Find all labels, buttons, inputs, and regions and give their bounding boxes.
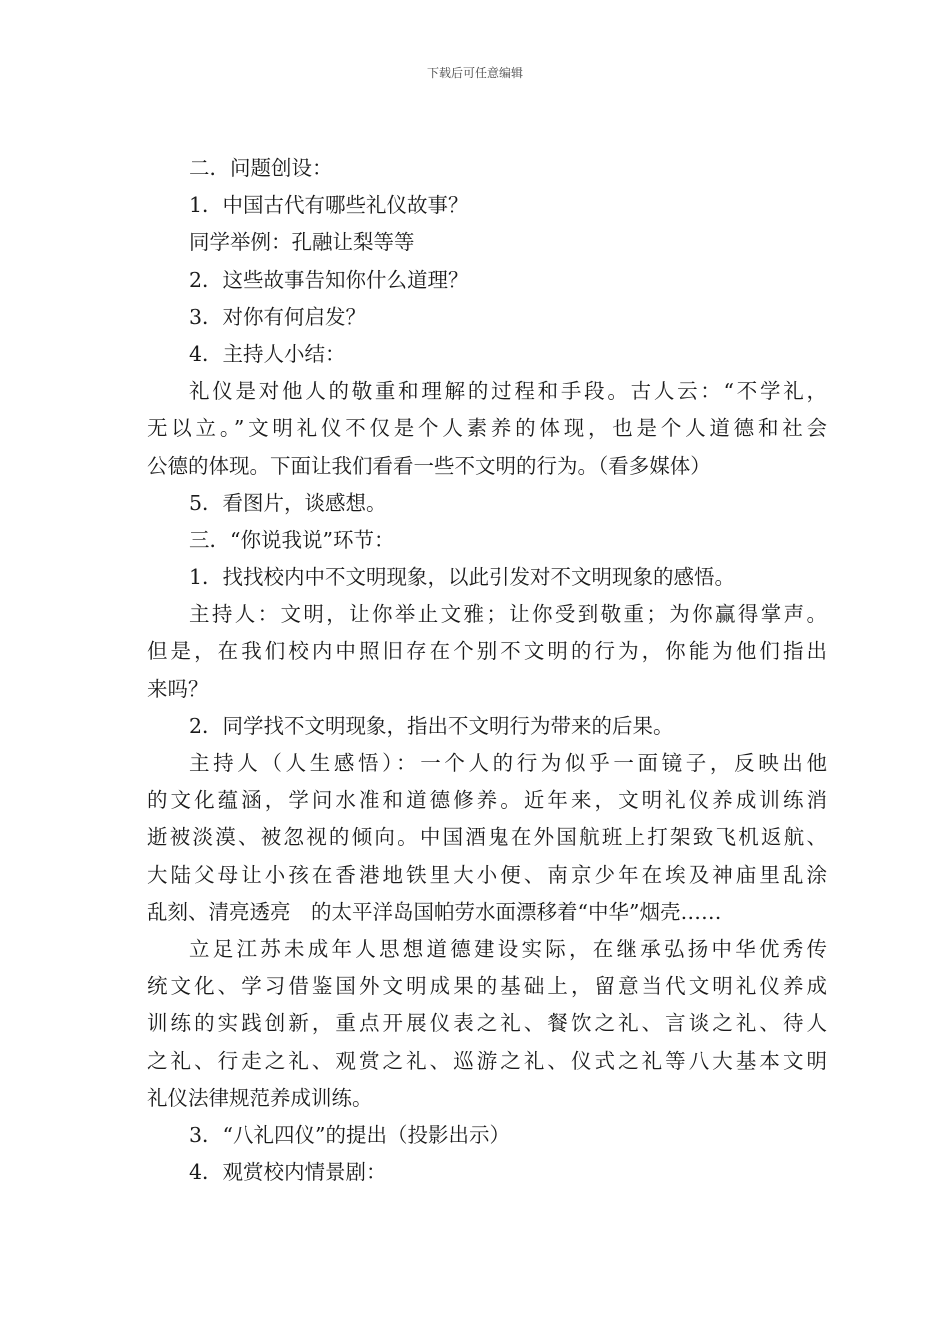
text-line: 5．看图片，谈感想。 xyxy=(189,490,387,515)
text-line: 4．主持人小结： xyxy=(189,341,346,366)
text-line: 主持人：文明，让你举止文雅；让你受到敬重；为你赢得掌声。 xyxy=(189,602,827,627)
text-line: 来吗？ xyxy=(147,676,209,701)
text-line: 3．对你有何启发？ xyxy=(189,304,367,329)
text-line: 公德的体现。下面让我们看看一些不文明的行为。（看多媒体） xyxy=(147,453,711,478)
text-line: 但是，在我们校内中照旧存在个别不文明的行为，你能为他们指出 xyxy=(147,639,827,664)
text-line: 无以立。”文明礼仪不仅是个人素养的体现，也是个人道德和社会 xyxy=(147,416,827,441)
text-line: 三．“你说我说”环节： xyxy=(189,527,395,552)
text-line: 训练的实践创新，重点开展仪表之礼、餐饮之礼、言谈之礼、待人 xyxy=(147,1011,827,1036)
text-line: 2．同学找不文明现象，指出不文明行为带来的后果。 xyxy=(189,713,674,738)
text-line: 统文化、学习借鉴国外文明成果的基础上，留意当代文明礼仪养成 xyxy=(147,974,827,999)
text-line: 1．找找校内中不文明现象，以此引发对不文明现象的感悟。 xyxy=(189,565,736,590)
text-line: 1．中国古代有哪些礼仪故事？ xyxy=(189,193,469,218)
text-line: 逝被淡漠、被忽视的倾向。中国酒鬼在外国航班上打架致飞机返航、 xyxy=(147,825,827,850)
text-line: 立足江苏未成年人思想道德建设实际，在继承弘扬中华优秀传 xyxy=(189,936,827,961)
page-header: 下载后可任意编辑 xyxy=(426,66,523,80)
text-line: 的文化蕴涵，学问水准和道德修养。近年来，文明礼仪养成训练消 xyxy=(147,788,827,813)
text-line: 大陆父母让小孩在香港地铁里大小便、南京少年在埃及神庙里乱涂 xyxy=(147,862,827,887)
text-line: 二．问题创设： xyxy=(189,156,333,180)
text-line: 礼仪法律规范养成训练。 xyxy=(147,1085,373,1110)
text-line: 同学举例：孔融让梨等等 xyxy=(189,230,415,255)
text-line: 2．这些故事告知你什么道理？ xyxy=(189,267,469,292)
text-line: 主持人（人生感悟）：一个人的行为似乎一面镜子，反映出他 xyxy=(189,751,827,775)
text-line: 4．观赏校内情景剧： xyxy=(189,1160,387,1185)
document-body xyxy=(147,150,827,1191)
text-line: 3．“八礼四仪”的提出（投影出示） xyxy=(189,1122,511,1147)
text-line: 乱刻、清亮透亮 的太平洋岛国帕劳水面漂移着“中华”烟壳…… xyxy=(147,899,722,924)
text-line: 之礼、行走之礼、观赏之礼、巡游之礼、仪式之礼等八大基本文明 xyxy=(147,1048,827,1073)
text-line: 礼仪是对他人的敬重和理解的过程和手段。古人云：“不学礼， xyxy=(189,379,827,404)
